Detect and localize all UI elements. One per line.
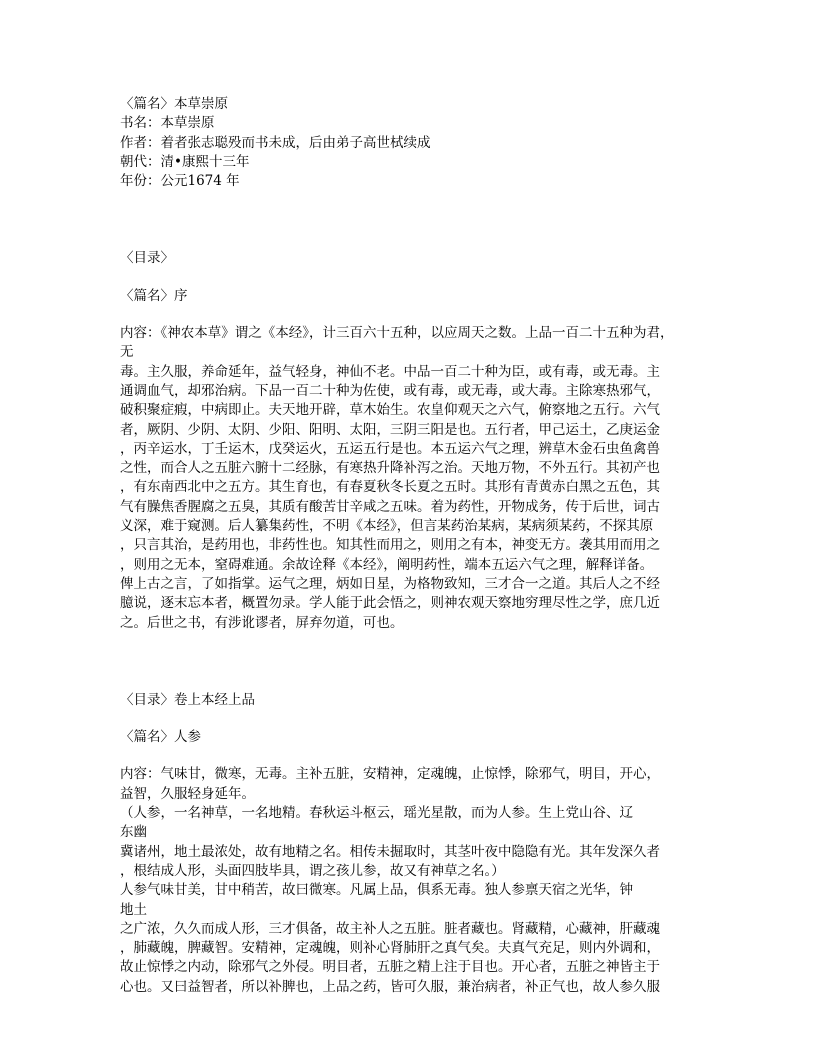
chapter-title: 〈篇名〉本草崇原	[120, 96, 228, 112]
text-line: 心也。又曰益智者，所以补脾也，上品之药，皆可久服，兼治病者，补正气也，故人参久服	[120, 978, 660, 995]
text-line: 地土	[120, 901, 147, 918]
document-page	[120, 95, 690, 997]
header-block	[120, 95, 690, 191]
text-line: 冀诸州，地土最浓处，故有地精之名。相传未掘取时，其茎叶夜中隐隐有光。其年发深久者	[120, 843, 660, 860]
text-line: 益智，久服轻身延年。	[120, 785, 255, 802]
preface-title: 〈篇名〉序	[120, 287, 188, 304]
text-line: 内容：气味甘，微寒，无毒。主补五脏，安精神，定魂魄，止惊悸，除邪气，明目，开心，	[120, 766, 660, 783]
text-line: 无	[120, 344, 134, 361]
text-line: 通调血气，却邪治病。下品一百二十种为佐使，或有毒，或无毒，或大毒。主除寒热邪气，	[120, 382, 660, 399]
text-line: ，只言其治，是药用也，非药性也。知其性而用之，则用之有本，神变无方。袭其用而用之	[120, 537, 660, 554]
text-line: 人参气味甘美，甘中稍苦，故曰微寒。凡属上品，俱系无毒。独人参禀天宿之光华，钟	[120, 882, 633, 899]
author: 作者：着者张志聪殁而书未成，后由弟子高世栻续成	[120, 134, 431, 151]
text-line: 破积聚症瘕，中病即止。夫天地开辟，草木始生。农皇仰观天之六气，俯察地之五行。六气	[120, 402, 660, 419]
text-line: 俾上古之言，了如指掌。运气之理，炳如日星，为格物致知，三才合一之道。其后人之不经	[120, 575, 660, 592]
ginseng-body	[120, 765, 690, 997]
preface-body	[120, 324, 690, 633]
text-line: ，根结成人形，头面四肢毕具，谓之孩儿参，故又有神草之名。）	[120, 862, 505, 879]
ginseng-title: 〈篇名〉人参	[120, 729, 201, 746]
text-line: 臆说，逐末忘本者，概置勿录。学人能于此会悟之，则神农观天察地穷理尽性之学，庶几近	[120, 595, 660, 612]
book-name: 书名：本草崇原	[120, 115, 215, 132]
text-line: 之。后世之书，有涉讹谬者，屏弃勿道，可也。	[120, 614, 404, 631]
text-line: 义深，难于窥测。后人纂集药性，不明《本经》，但言某药治某病，某病须某药，不探其原	[120, 518, 654, 535]
toc-volume-label: 〈目录〉卷上本经上品	[120, 691, 255, 708]
text-line: （人参，一名神草，一名地精。春秋运斗枢云，瑶光星散，而为人参。生上党山谷、辽	[120, 805, 633, 822]
toc-label: 〈目录〉	[120, 250, 174, 267]
year: 年份：公元1674 年	[120, 173, 240, 190]
text-line: 气有臊焦香腥腐之五臭，其质有酸苦甘辛咸之五味。着为药性，开物成务，传于后世，词古	[120, 498, 660, 515]
text-line: 故止惊悸之内动，除邪气之外侵。明目者，五脏之精上注于目也。开心者，五脏之神皆主于	[120, 959, 660, 976]
text-line: 内容：《神农本草》谓之《本经》，计三百六十五种，以应周天之数。上品一百二十五种为君，	[120, 325, 674, 342]
text-line: 者，厥阴、少阴、太阴、少阳、阳明、太阳，三阴三阳是也。五行者，甲己运土，乙庚运金	[120, 421, 660, 438]
text-line: 之性，而合人之五脏六腑十二经脉，有寒热升降补泻之治。天地万物，不外五行。其初产也	[120, 460, 660, 477]
text-line: 之广浓，久久而成人形，三才俱备，故主补人之五脏。脏者藏也。肾藏精，心藏神，肝藏魂	[120, 920, 660, 937]
text-line: 毒。主久服，养命延年，益气轻身，神仙不老。中品一百二十种为臣，或有毒，或无毒。主	[120, 363, 660, 380]
text-line: 东幽	[120, 824, 147, 841]
text-line: ，丙辛运水，丁壬运木，戊癸运火，五运五行是也。本五运六气之理，辨草木金石虫鱼禽兽	[120, 440, 660, 457]
text-line: ，肺藏魄，脾藏智。安精神，定魂魄，则补心肾肺肝之真气矣。夫真气充足，则内外调和，	[120, 940, 660, 957]
dynasty: 朝代：清•康熙十三年	[120, 153, 250, 170]
text-line: ，则用之无本，窒碍难通。余故诠释《本经》，阐明药性，端本五运六气之理，解释详备。	[120, 556, 654, 573]
text-line: ，有东南西北中之五方。其生育也，有春夏秋冬长夏之五时。其形有青黄赤白黑之五色，其	[120, 479, 660, 496]
